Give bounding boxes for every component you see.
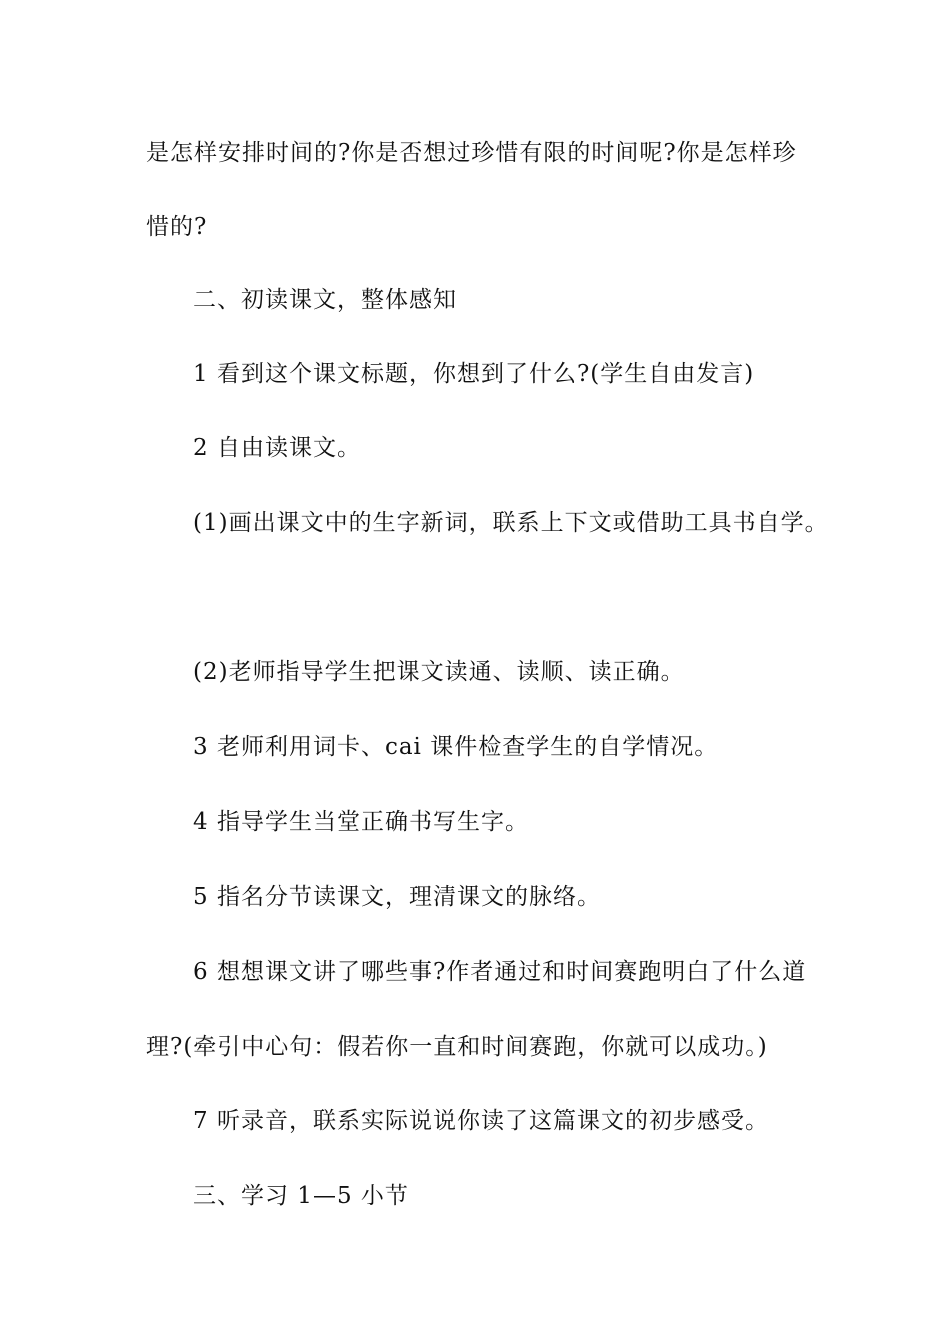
section-heading: 三、学习 1—5 小节: [193, 1183, 409, 1209]
list-item: 2 自由读课文。: [193, 435, 361, 461]
list-item: 3 老师利用词卡、cai 课件检查学生的自学情况。: [193, 734, 719, 760]
list-item: (1)画出课文中的生字新词，联系上下文或借助工具书自学。: [193, 510, 829, 536]
paragraph-line: 理?(牵引中心句：假若你一直和时间赛跑，你就可以成功。): [146, 1034, 768, 1060]
list-item: (2)老师指导学生把课文读通、读顺、读正确。: [193, 659, 685, 685]
list-item: 5 指名分节读课文，理清课文的脉络。: [193, 884, 601, 910]
paragraph-line: 惜的?: [146, 214, 208, 240]
list-item: 4 指导学生当堂正确书写生字。: [193, 809, 529, 835]
paragraph-line: 是怎样安排时间的?你是否想过珍惜有限的时间呢?你是怎样珍: [146, 140, 797, 166]
list-item: 7 听录音，联系实际说说你读了这篇课文的初步感受。: [193, 1108, 769, 1134]
list-item: 6 想想课文讲了哪些事?作者通过和时间赛跑明白了什么道: [193, 959, 807, 985]
list-item: 1 看到这个课文标题，你想到了什么?(学生自由发言): [193, 361, 755, 387]
section-heading: 二、初读课文，整体感知: [193, 287, 457, 313]
